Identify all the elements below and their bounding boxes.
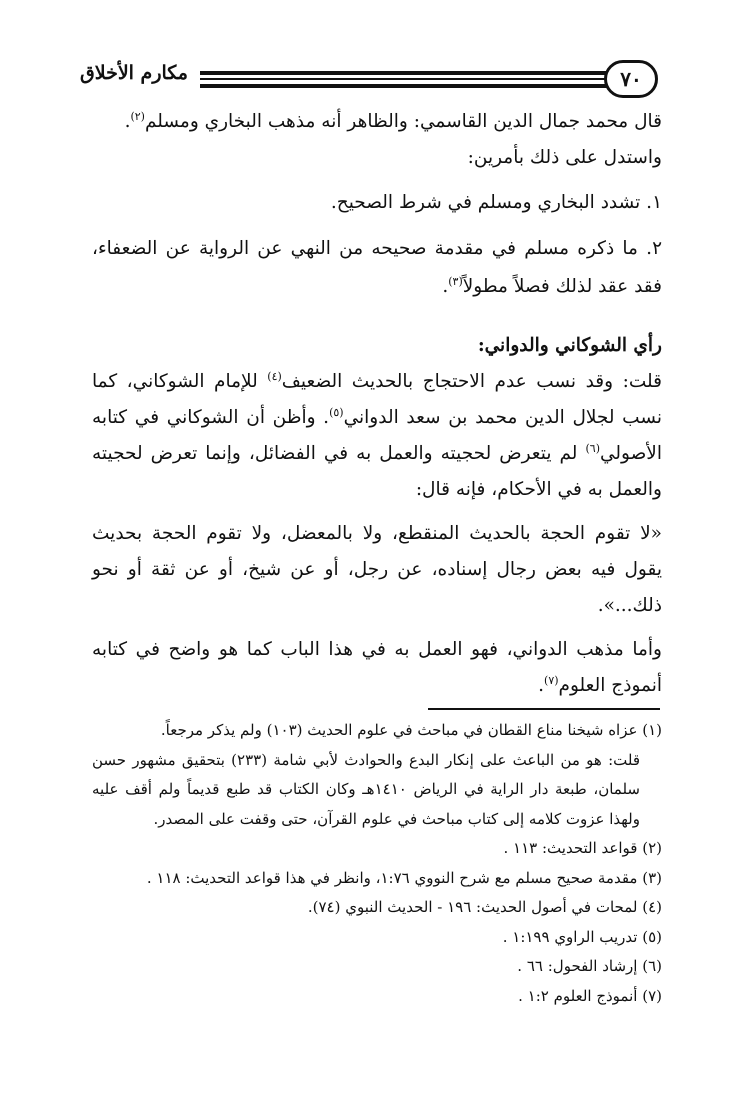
footnote-separator (428, 708, 660, 710)
paragraph-text: للإمام الشوكاني، كما نسب لجلال الدين محمد بن سعد الدواني (92, 371, 662, 428)
section-heading: رأي الشوكاني والدواني: (477, 335, 662, 356)
header-rule (200, 71, 640, 75)
quotation: «لا تقوم الحجة بالحديث المنقطع، ولا بالمعضل، ولا تقوم الحجة بحديث يقول فيه بعض رجال إسناده، عن رجل، أو عن شيخ، أو عن ثقة أو نحو ذلك...». (92, 523, 662, 616)
list-item: ١. تشدد البخاري ومسلم في شرط الصحيح. (330, 192, 662, 213)
paragraph-text: قال محمد جمال الدين القاسمي: والظاهر أنه مذهب البخاري ومسلم (144, 111, 662, 132)
footnote-ref: (٧) (544, 673, 559, 687)
footnote: (١) عزاه شيخنا مناع القطان في مباحث في علوم الحديث (١٠٣) ولم يذكر مرجعاً. (160, 721, 662, 739)
footnote-ref: (٥) (329, 405, 344, 419)
page-number-text: ٧٠ (620, 67, 642, 91)
footnotes (92, 716, 662, 1011)
paragraph (92, 104, 662, 140)
footnote: (٤) لمحات في أصول الحديث: ١٩٦ - الحديث النبوي (٧٤). (307, 898, 662, 916)
list-item-text: . (442, 276, 449, 297)
paragraph (92, 364, 662, 508)
paragraph-text: وأما مذهب الدواني، فهو العمل به في هذا الباب كما هو واضح في كتابه أنموذج العلوم (92, 639, 662, 696)
footnote: (٦) إرشاد الفحول: ٦٦ . (517, 957, 662, 975)
running-title: مكارم الأخلاق (80, 62, 188, 84)
footnote: (٥) تدريب الراوي ١:١٩٩ . (502, 927, 662, 946)
footnote: (٢) قواعد التحديث: ١١٣ . (503, 839, 662, 857)
paragraph (92, 632, 662, 704)
paragraph-text: قلت: وقد نسب عدم الاحتجاج بالحديث الضعيف (281, 371, 662, 392)
paragraph-text: . وأظن أن الشوكاني في كتابه الأصولي (92, 407, 662, 464)
footnote-ref: (٦) (585, 441, 600, 455)
footnote-continuation: قلت: هو من الباعث على إنكار البدع والحوادث لأبي شامة (٢٣٣) بتحقيق مشهور حسن سلمان، طبعة دار الراية في الرياض ١٤١٠هـ وكان الكتاب قد طبع قديماً ولم أقف عليه ولهذا عزوت كلامه إلى كتاب مباحث في علوم القرآن، حتى وقفت على المصدر. (92, 750, 640, 828)
paragraph-text: . (538, 675, 545, 696)
list-item-text: ٢. ما ذكره مسلم في مقدمة صحيحه من النهي عن الرواية عن الضعفاء، فقد عقد لذلك فصلاً مطولاً (92, 238, 662, 297)
footnote-ref: (٤) (267, 369, 282, 383)
list-item (92, 230, 662, 306)
header-rule (200, 78, 640, 80)
footnote-ref: (٢) (130, 109, 145, 123)
paragraph: واستدل على ذلك بأمرين: (467, 147, 662, 168)
paragraph-text: . (124, 111, 131, 132)
main-text (92, 104, 662, 704)
footnote-ref: (٣) (448, 274, 463, 288)
footnote: (٣) مقدمة صحيح مسلم مع شرح النووي ١:٧٦، وانظر في هذا قواعد التحديث: ١١٨ . (146, 868, 662, 887)
footnote: (٧) أنموذج العلوم ١:٢ . (518, 986, 662, 1005)
page-number (604, 60, 658, 98)
paragraph-text: لم يتعرض لحجيته والعمل به في الفضائل، وإنما تعرض لحجيته والعمل به في الأحكام، فإنه قال: (92, 443, 662, 500)
header-rule (200, 84, 640, 88)
